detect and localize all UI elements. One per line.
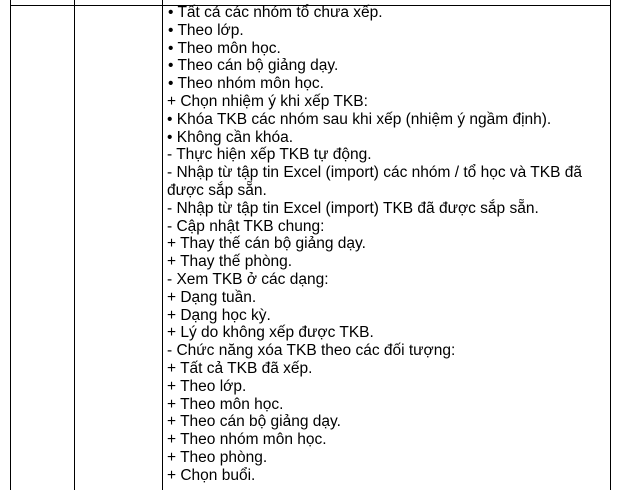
list-item: + Theo phòng. <box>167 448 268 466</box>
list-item: - Xem TKB ở các dạng: <box>167 270 329 288</box>
list-item: + Thay thế phòng. <box>167 253 293 271</box>
list-item: + Thay thế cán bộ giảng dạy. <box>167 235 366 253</box>
list-item: • Khóa TKB các nhóm sau khi xếp (nhiệm ý ngầm định). <box>167 110 552 128</box>
table-column-divider <box>74 0 75 490</box>
list-item: + Theo nhóm môn học. <box>167 431 327 449</box>
list-item: + Chọn nhiệm ý khi xếp TKB: <box>167 92 368 110</box>
list-item: + Dạng học kỳ. <box>167 306 271 324</box>
list-item: + Tất cả TKB đã xếp. <box>167 359 313 377</box>
list-item: + Lý do không xếp được TKB. <box>167 324 374 342</box>
list-item: - Thực hiện xếp TKB tự động. <box>167 146 372 164</box>
table-cell-content <box>167 4 607 485</box>
list-item: - Chức năng xóa TKB theo các đối tượng: <box>167 342 456 360</box>
list-item: - Nhập từ tập tin Excel (import) TKB đã được sắp sẵn. <box>167 199 539 217</box>
list-item: • Tất cả các nhóm tổ chưa xếp. <box>168 4 383 21</box>
table-column-divider <box>162 0 163 490</box>
list-item: - Nhập từ tập tin Excel (import) các nhóm / tổ học và TKB đã được sắp sẵn. <box>167 164 582 199</box>
list-item: + Chọn buổi. <box>167 466 256 484</box>
list-item: • Theo lớp. <box>168 21 244 39</box>
table-border-left <box>10 0 11 490</box>
list-item: - Cập nhật TKB chung: <box>167 217 325 235</box>
list-item: + Theo lớp. <box>167 377 247 395</box>
list-item: + Theo cán bộ giảng dạy. <box>167 413 341 431</box>
list-item: • Theo cán bộ giảng dạy. <box>168 57 339 75</box>
table-border-right <box>610 0 611 490</box>
list-item: • Không cần khóa. <box>167 128 294 146</box>
list-item: + Dạng tuần. <box>167 288 257 306</box>
list-item: • Theo nhóm môn học. <box>168 75 324 93</box>
list-item: + Theo môn học. <box>167 395 284 413</box>
list-item: • Theo môn học. <box>168 39 281 57</box>
